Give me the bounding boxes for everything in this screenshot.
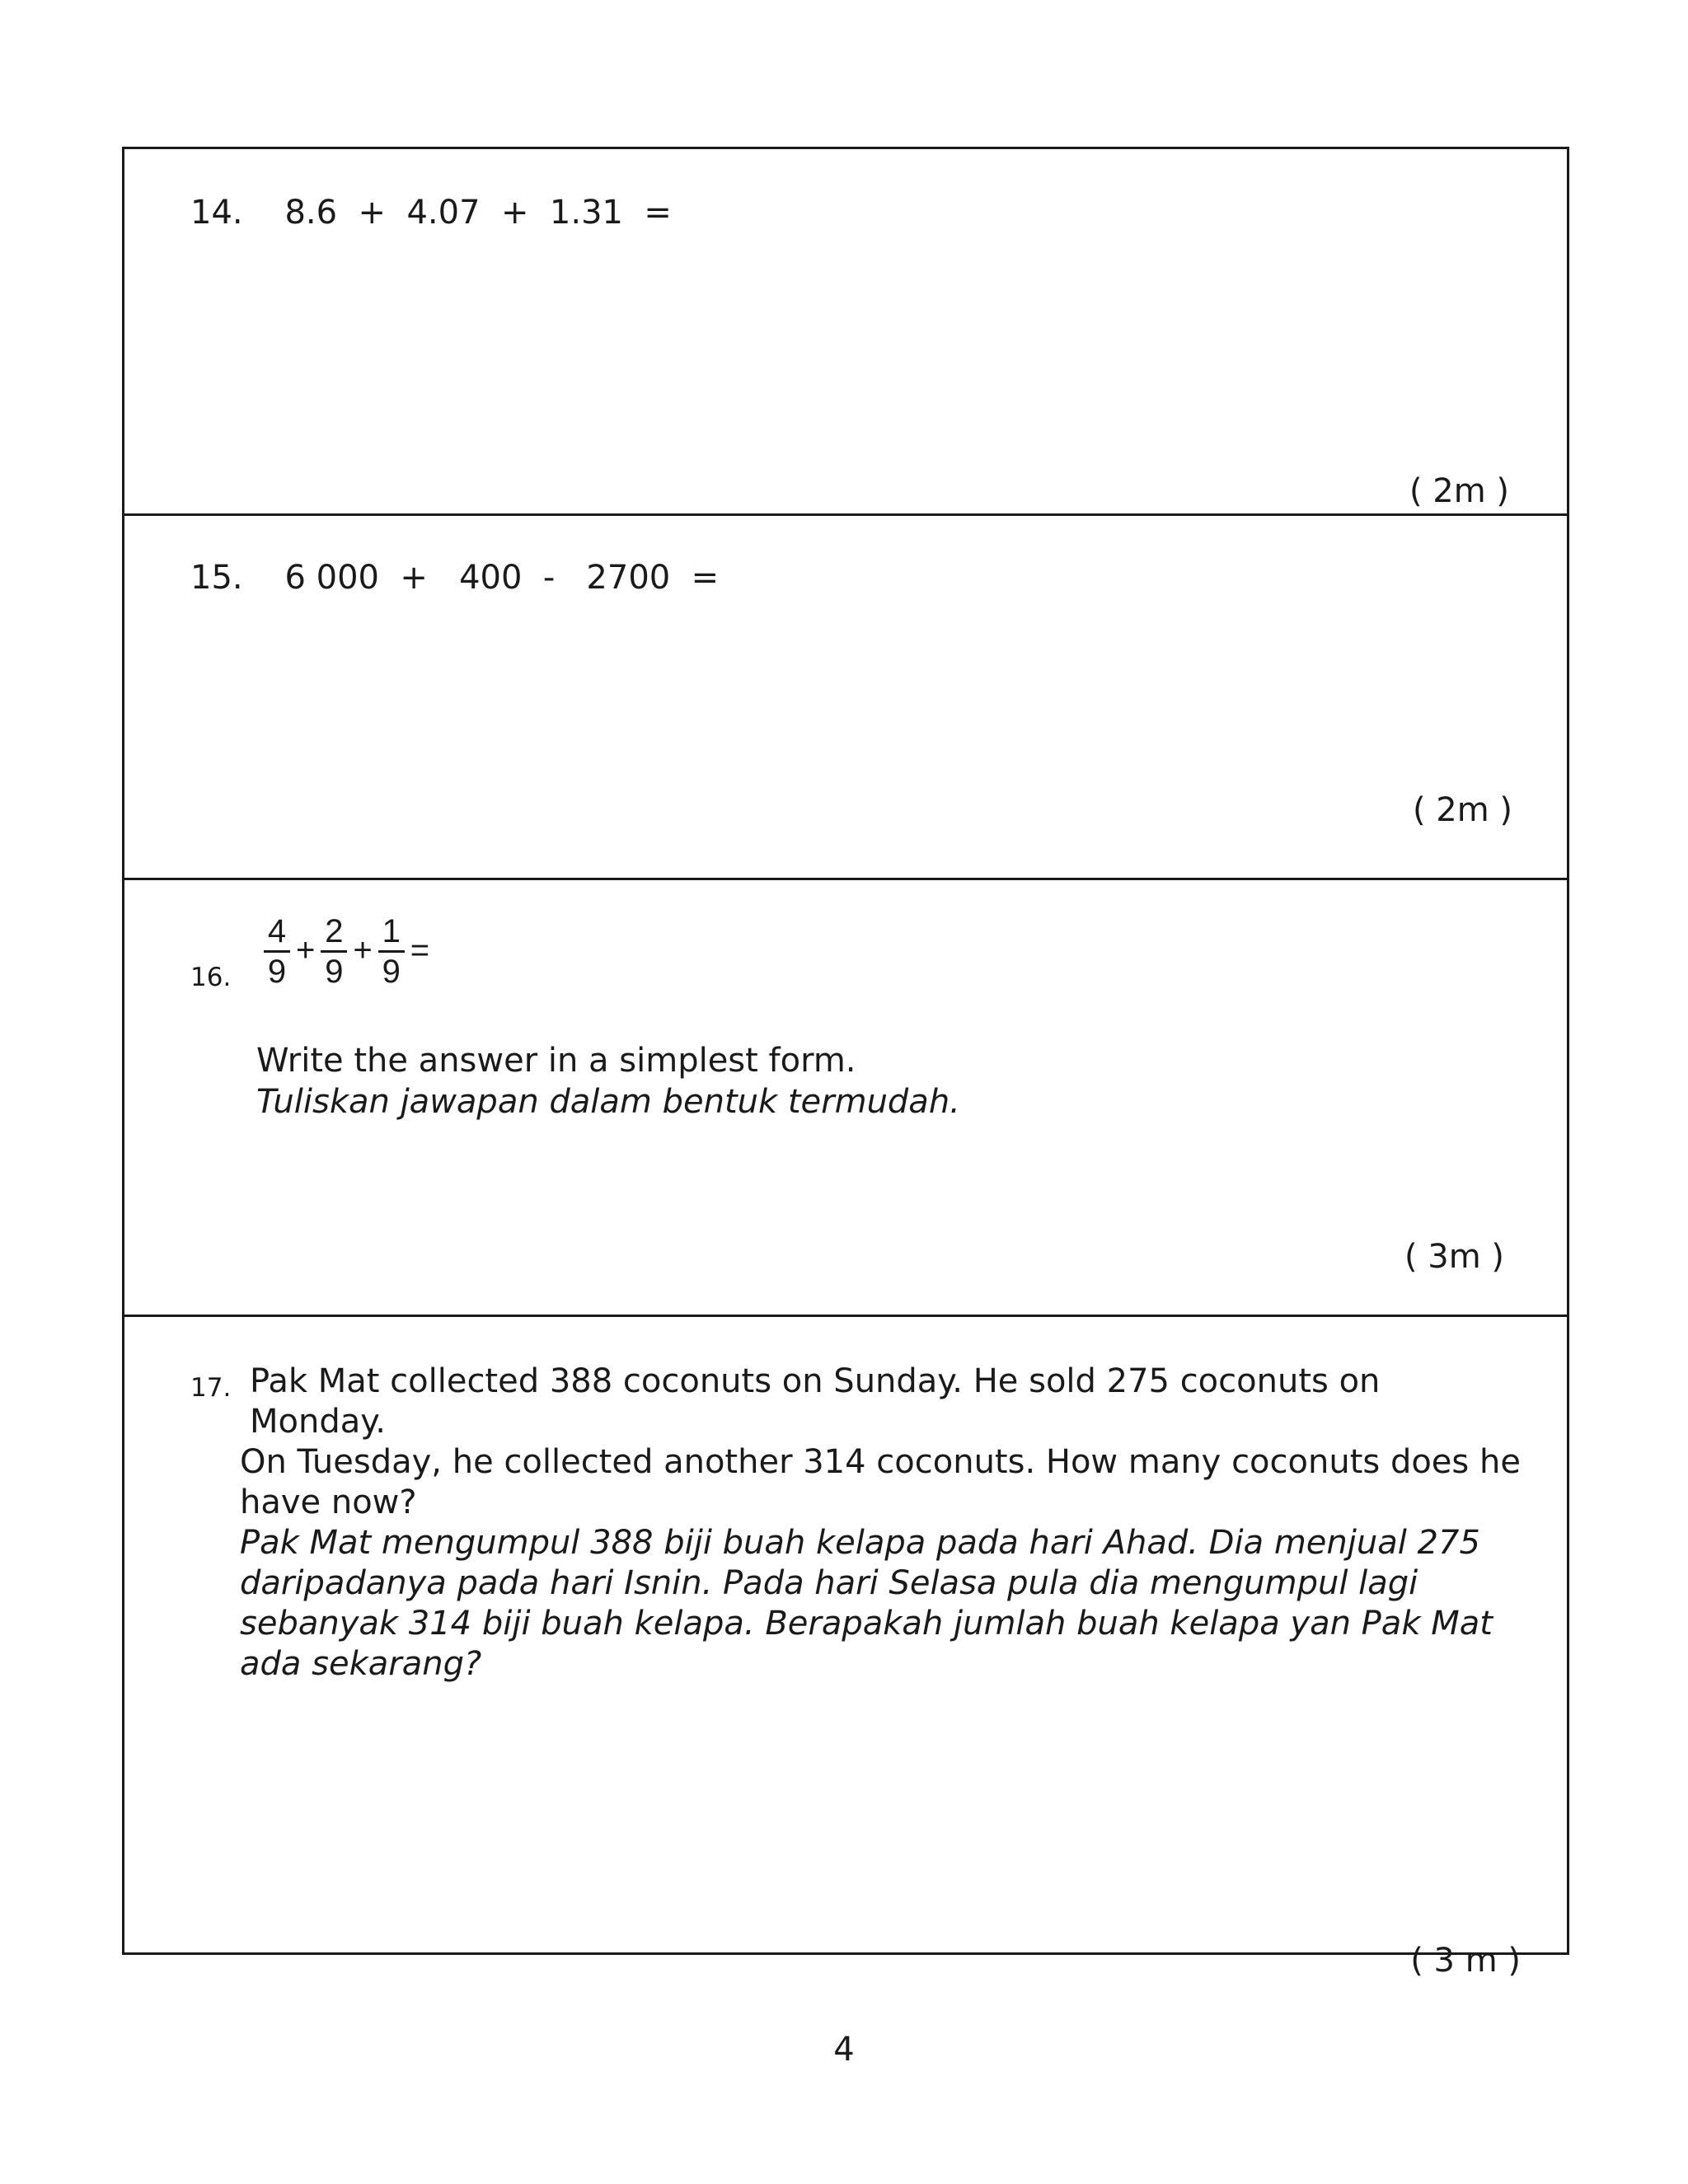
question-15 — [124, 513, 1567, 878]
fraction-3 — [377, 913, 406, 990]
fraction-bar — [321, 950, 347, 953]
fraction-3-denominator: 9 — [382, 954, 401, 990]
fraction-bar — [264, 950, 290, 953]
question-17-text-malay: Pak Mat mengumpul 388 biji buah kelapa pada hari Ahad. Dia menjual 275 daripadanya pada hari Isnin. Pada hari Selasa pula dia mengumpul lagi sebanyak 314 biji buah kelapa. Berapakah jumlah buah kelapa yan Pak Mat ada sekarang? — [240, 1524, 1493, 1683]
question-17 — [124, 1315, 1567, 1980]
fraction-expression — [263, 913, 434, 990]
question-16-instruction-english: Write the answer in a simplest form. — [256, 1042, 856, 1080]
fraction-1 — [263, 913, 291, 990]
equals-sign: = — [410, 932, 430, 968]
question-16 — [124, 878, 1567, 1315]
question-14 — [124, 149, 1567, 513]
fraction-1-denominator: 9 — [267, 954, 287, 990]
question-15-expression: 15. 6 000 + 400 - 2700 = — [190, 559, 720, 597]
question-15-marks: ( 2m ) — [1412, 791, 1512, 829]
page-number: 4 — [833, 2031, 855, 2069]
question-14-expression: 14. 8.6 + 4.07 + 1.31 = — [190, 194, 672, 232]
fraction-2-denominator: 9 — [325, 954, 344, 990]
question-14-marks: ( 2m ) — [1409, 472, 1509, 510]
plus-sign: + — [296, 932, 316, 968]
question-17-english-rest: On Tuesday, he collected another 314 coconuts. How many coconuts does he have now? — [240, 1443, 1521, 1521]
question-17-english-line-1: Pak Mat collected 388 coconuts on Sunday. He sold 275 coconuts on Monday. — [250, 1362, 1381, 1441]
fraction-2-numerator: 2 — [325, 913, 344, 949]
question-17-number: 17. — [190, 1373, 232, 1403]
question-16-instruction-malay: Tuliskan jawapan dalam bentuk termudah. — [256, 1083, 960, 1121]
question-16-number: 16. — [190, 963, 232, 992]
question-17-text-english — [240, 1361, 1526, 1523]
fraction-1-numerator: 4 — [267, 913, 287, 949]
fraction-bar — [378, 950, 405, 953]
question-16-marks: ( 3m ) — [1404, 1238, 1504, 1276]
question-17-marks: ( 3 m ) — [1410, 1942, 1521, 1980]
fraction-3-numerator: 1 — [382, 913, 401, 949]
question-sheet — [122, 147, 1569, 1980]
fraction-2 — [320, 913, 348, 990]
plus-sign: + — [353, 932, 373, 968]
